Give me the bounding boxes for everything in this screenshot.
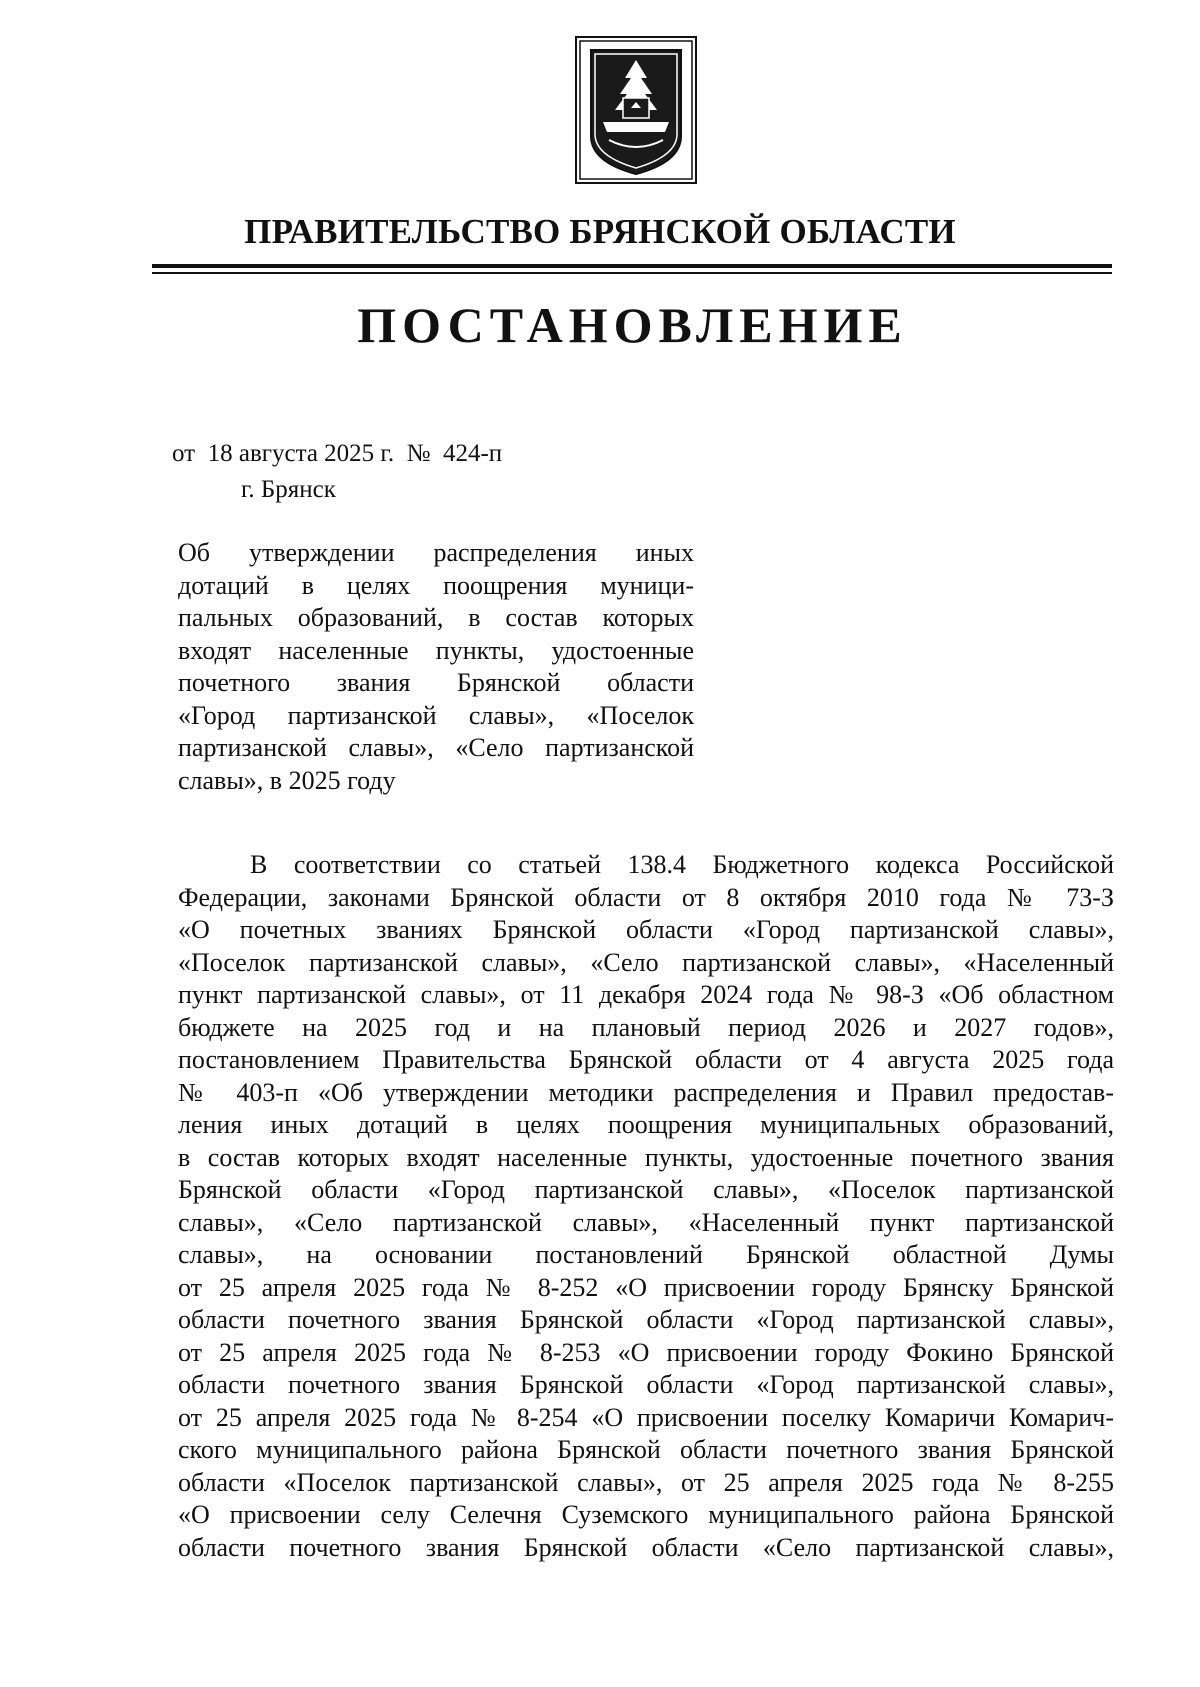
body-line: в состав которых входят населенные пункты, удостоенные почетного звания [178, 1142, 1114, 1172]
subject-line: входят населенные пункты, удостоенные [178, 635, 694, 665]
subject-line: почетного звания Брянской области [178, 668, 694, 697]
body-line: пункт партизанской славы», от 11 декабря 2024 года № 98-З «Об областном [178, 980, 1114, 1009]
body-line: бюджете на 2025 год и на плановый период 2026 и 2027 годов», [178, 1012, 1114, 1042]
body-line: В соответствии со статьей 138.4 Бюджетного кодекса Российской [250, 850, 1114, 879]
subject-line: славы», в 2025 году [178, 765, 396, 795]
document-body [178, 849, 1114, 1564]
body-line: области «Поселок партизанской славы», от 25 апреля 2025 года № 8-255 [178, 1467, 1114, 1497]
subject-line: пальных образований, в состав которых [178, 603, 694, 632]
body-line: Федерации, законами Брянской области от 8 октября 2010 года № 73-З [178, 882, 1114, 912]
body-line: области почетного звания Брянской области «Город партизанской славы», [178, 1370, 1114, 1399]
body-line: ления иных дотаций в целях поощрения муниципальных образований, [178, 1110, 1114, 1139]
header-divider-thick [152, 264, 1112, 268]
subject-line: «Город партизанской славы», «Поселок [178, 700, 694, 730]
body-line: славы», на основании постановлений Брянской областной Думы [178, 1240, 1114, 1269]
body-line: № 403-п «Об утверждении методики распределения и Правил предостав- [178, 1077, 1114, 1107]
body-line: от 25 апреля 2025 года № 8-252 «О присвоении городу Брянску Брянской [178, 1272, 1114, 1302]
body-line: ского муниципального района Брянской области почетного звания Брянской [178, 1435, 1114, 1464]
body-line: от 25 апреля 2025 года № 8-253 «О присвоении городу Фокино Брянской [178, 1337, 1114, 1367]
subject-line: партизанской славы», «Село партизанской [178, 733, 694, 762]
body-line: области почетного звания Брянской области «Село партизанской славы», [178, 1532, 1114, 1562]
document-type-title: ПОСТАНОВЛЕНИЕ [357, 297, 908, 353]
body-line: области почетного звания Брянской области «Город партизанской славы», [178, 1305, 1114, 1334]
body-line: «Поселок партизанской славы», «Село партизанской славы», «Населенный [178, 947, 1114, 977]
header-divider-thin [152, 272, 1112, 274]
date-and-number: от 18 августа 2025 г. № 424-п [172, 440, 503, 467]
subject-line: Об утверждении распределения иных [178, 538, 694, 567]
body-line: от 25 апреля 2025 года № 8-254 «О присвоении поселку Комаричи Комарич- [178, 1402, 1114, 1432]
body-line: Брянской области «Город партизанской славы», «Поселок партизанской [178, 1175, 1114, 1204]
body-line: славы», «Село партизанской славы», «Населенный пункт партизанской [178, 1207, 1114, 1237]
subject-line: дотаций в целях поощрения муници- [178, 570, 694, 600]
body-line: «О почетных званиях Брянской области «Город партизанской славы», [178, 915, 1114, 944]
city-name: г. Брянск [241, 476, 336, 503]
body-line: постановлением Правительства Брянской области от 4 августа 2025 года [178, 1045, 1114, 1074]
body-line: «О присвоении селу Селечня Суземского муниципального района Брянской [178, 1500, 1114, 1529]
coat-of-arms-emblem [575, 36, 697, 184]
organization-title: ПРАВИТЕЛЬСТВО БРЯНСКОЙ ОБЛАСТИ [244, 212, 956, 251]
document-subject [178, 537, 694, 797]
